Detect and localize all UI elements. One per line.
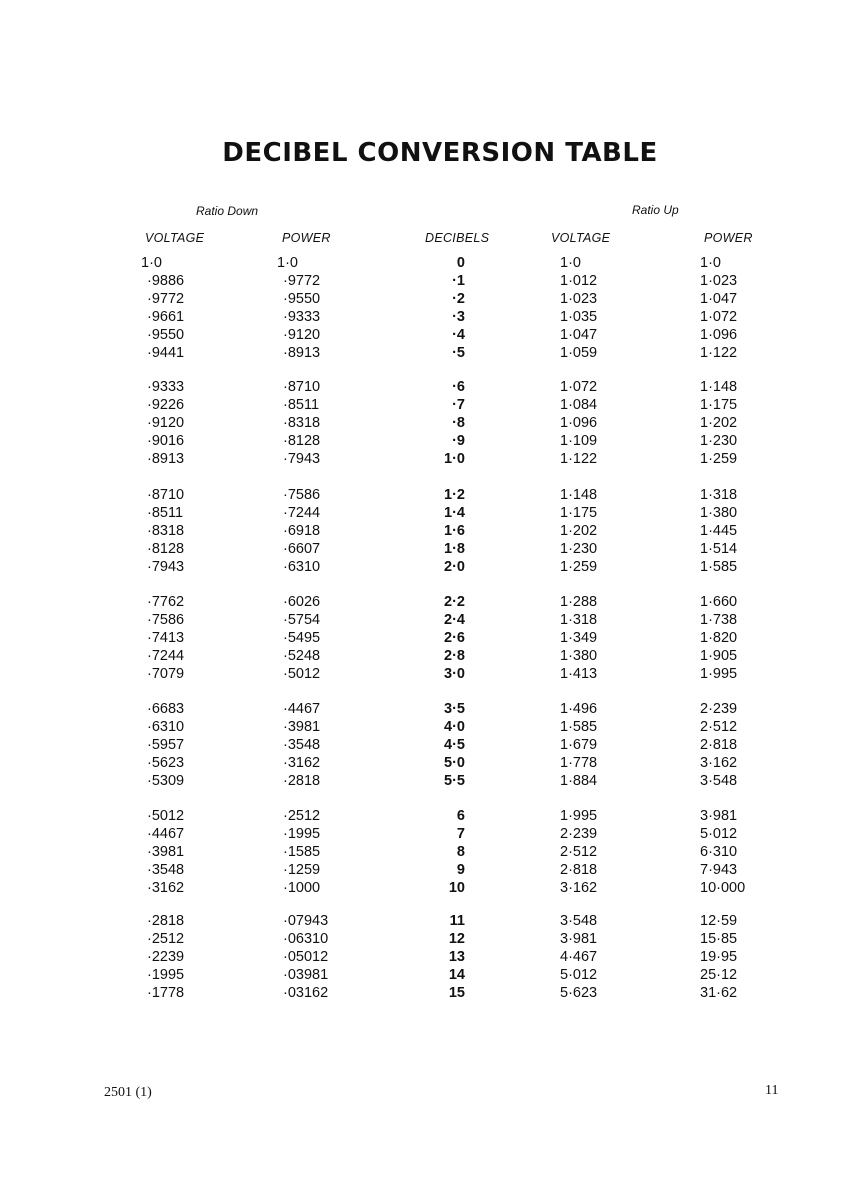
voltage-down-cell: ·9120	[147, 415, 185, 431]
power-down-cell: ·4467	[283, 701, 321, 717]
voltage-up-cell: 5·012	[560, 967, 598, 983]
voltage-down-cell: ·7244	[147, 648, 185, 664]
power-up-cell: 1·047	[700, 291, 738, 307]
voltage-up-cell: 1·096	[560, 415, 598, 431]
power-down-cell: ·8128	[283, 433, 321, 449]
voltage-down-cell: ·9333	[147, 379, 185, 395]
power-up-cell: 5·012	[700, 826, 738, 842]
header-decibels: DECIBELS	[425, 231, 490, 245]
voltage-up-cell: 2·818	[560, 862, 598, 878]
voltage-down-cell: 1·0	[141, 255, 162, 271]
power-down-cell: ·9120	[283, 327, 321, 343]
power-down-cell: ·5495	[283, 630, 321, 646]
voltage-up-cell: 1·349	[560, 630, 598, 646]
power-down-cell: ·5248	[283, 648, 321, 664]
voltage-down-cell: ·7413	[147, 630, 185, 646]
decibels-cell: ·9	[452, 433, 465, 449]
voltage-down-cell: ·8710	[147, 487, 185, 503]
voltage-down-cell: ·8511	[147, 505, 184, 521]
voltage-up-cell: 1·047	[560, 327, 598, 343]
power-up-cell: 1·023	[700, 273, 738, 289]
voltage-down-cell: ·8913	[147, 451, 185, 467]
voltage-down-cell: ·5623	[147, 755, 185, 771]
voltage-up-cell: 1·122	[560, 451, 598, 467]
power-up-cell: 1·905	[700, 648, 738, 664]
voltage-up-cell: 1·288	[560, 594, 598, 610]
power-down-cell: ·3981	[283, 719, 321, 735]
power-up-cell: 1·0	[700, 255, 721, 271]
decibels-cell: ·4	[452, 327, 465, 343]
power-up-cell: 2·239	[700, 701, 738, 717]
voltage-down-cell: ·2818	[147, 913, 185, 929]
voltage-up-cell: 1·995	[560, 808, 598, 824]
header-power-up: POWER	[704, 231, 753, 245]
voltage-down-cell: ·7762	[147, 594, 185, 610]
power-down-cell: ·6026	[283, 594, 321, 610]
voltage-down-cell: ·5957	[147, 737, 185, 753]
power-up-cell: 2·512	[700, 719, 738, 735]
decibels-cell: 6	[456, 808, 465, 824]
power-up-cell: 1·445	[700, 523, 738, 539]
decibels-cell: ·6	[452, 379, 465, 395]
voltage-up-cell: 4·467	[560, 949, 598, 965]
voltage-up-cell: 1·585	[560, 719, 598, 735]
voltage-down-cell: ·9441	[147, 345, 185, 361]
ratio-down-label: Ratio Down	[196, 204, 259, 218]
power-up-cell: 1·175	[700, 397, 738, 413]
power-up-cell: 10·000	[700, 880, 746, 896]
power-up-cell: 1·259	[700, 451, 738, 467]
power-up-cell: 1·096	[700, 327, 738, 343]
voltage-down-cell: ·3162	[147, 880, 185, 896]
power-up-cell: 1·738	[700, 612, 738, 628]
decibels-cell: 2·0	[444, 559, 465, 575]
voltage-down-cell: ·9886	[147, 273, 185, 289]
power-up-cell: 6·310	[700, 844, 738, 860]
voltage-up-cell: 2·239	[560, 826, 598, 842]
decibels-cell: 11	[449, 913, 465, 929]
power-down-cell: ·06310	[283, 931, 329, 947]
voltage-up-cell: 1·496	[560, 701, 598, 717]
decibels-cell: 12	[448, 931, 465, 947]
voltage-down-cell: ·9016	[147, 433, 185, 449]
voltage-up-cell: 2·512	[560, 844, 598, 860]
voltage-down-cell: ·8318	[147, 523, 185, 539]
voltage-up-cell: 1·072	[560, 379, 598, 395]
power-down-cell: ·1000	[283, 880, 321, 896]
decibels-cell: 4·5	[444, 737, 465, 753]
power-up-cell: 1·230	[700, 433, 738, 449]
power-up-cell: 1·072	[700, 309, 738, 325]
decibels-cell: 1·8	[444, 541, 465, 557]
decibels-cell: 1·0	[444, 451, 465, 467]
voltage-up-cell: 1·413	[560, 666, 598, 682]
power-up-cell: 25·12	[700, 967, 738, 983]
header-power-down: POWER	[282, 231, 331, 245]
decibels-cell: 0	[456, 255, 465, 271]
power-down-cell: ·8913	[283, 345, 321, 361]
power-down-cell: ·7943	[283, 451, 321, 467]
voltage-down-cell: ·7943	[147, 559, 185, 575]
power-down-cell: ·8318	[283, 415, 321, 431]
power-down-cell: ·7244	[283, 505, 321, 521]
voltage-up-cell: 3·548	[560, 913, 598, 929]
voltage-down-cell: ·9772	[147, 291, 185, 307]
voltage-up-cell: 5·623	[560, 985, 598, 1001]
decibels-cell: ·8	[452, 415, 465, 431]
power-down-cell: ·03981	[283, 967, 329, 983]
ratio-up-label: Ratio Up	[632, 203, 679, 217]
decibels-cell: 13	[448, 949, 465, 965]
voltage-down-cell: ·5309	[147, 773, 185, 789]
power-down-cell: ·9550	[283, 291, 321, 307]
voltage-down-cell: ·8128	[147, 541, 185, 557]
decibels-cell: 5·0	[444, 755, 465, 771]
voltage-down-cell: ·2512	[147, 931, 185, 947]
decibels-cell: ·2	[452, 291, 465, 307]
power-down-cell: ·2818	[283, 773, 321, 789]
power-up-cell: 1·820	[700, 630, 738, 646]
header-voltage-up: VOLTAGE	[551, 231, 611, 245]
power-down-cell: ·6918	[283, 523, 321, 539]
power-down-cell: ·3162	[283, 755, 321, 771]
power-up-cell: 12·59	[700, 913, 738, 929]
voltage-up-cell: 1·023	[560, 291, 598, 307]
power-up-cell: 1·122	[700, 345, 738, 361]
voltage-down-cell: ·3548	[147, 862, 185, 878]
decibels-cell: 2·6	[444, 630, 465, 646]
footer-code: 2501 (1)	[104, 1085, 152, 1100]
voltage-up-cell: 3·162	[560, 880, 598, 896]
power-up-cell: 15·85	[700, 931, 738, 947]
voltage-down-cell: ·4467	[147, 826, 185, 842]
power-down-cell: ·03162	[283, 985, 329, 1001]
decibels-cell: 4·0	[444, 719, 465, 735]
power-up-cell: 1·202	[700, 415, 738, 431]
voltage-up-cell: 1·259	[560, 559, 598, 575]
voltage-up-cell: 1·318	[560, 612, 598, 628]
power-up-cell: 1·585	[700, 559, 738, 575]
power-down-cell: ·2512	[283, 808, 321, 824]
power-up-cell: 31·62	[700, 985, 738, 1001]
voltage-up-cell: 1·035	[560, 309, 598, 325]
voltage-down-cell: ·1995	[147, 967, 185, 983]
voltage-down-cell: ·9661	[147, 309, 185, 325]
voltage-down-cell: ·9550	[147, 327, 185, 343]
decibels-cell: ·7	[452, 397, 465, 413]
decibels-cell: 14	[448, 967, 465, 983]
power-down-cell: 1·0	[277, 255, 298, 271]
decibels-cell: ·3	[452, 309, 465, 325]
power-down-cell: ·9772	[283, 273, 321, 289]
voltage-down-cell: ·3981	[147, 844, 185, 860]
decibels-cell: 9	[456, 862, 465, 878]
decibels-cell: 10	[448, 880, 465, 896]
voltage-up-cell: 1·679	[560, 737, 598, 753]
power-down-cell: ·9333	[283, 309, 321, 325]
decibels-cell: 7	[456, 826, 465, 842]
power-up-cell: 1·148	[700, 379, 738, 395]
power-up-cell: 3·548	[700, 773, 738, 789]
voltage-up-cell: 1·175	[560, 505, 598, 521]
power-up-cell: 3·162	[700, 755, 738, 771]
power-up-cell: 3·981	[700, 808, 738, 824]
power-down-cell: ·6607	[283, 541, 321, 557]
voltage-up-cell: 1·230	[560, 541, 598, 557]
voltage-up-cell: 3·981	[560, 931, 598, 947]
decibels-cell: 3·5	[444, 701, 465, 717]
power-up-cell: 1·318	[700, 487, 738, 503]
voltage-up-cell: 1·012	[560, 273, 598, 289]
voltage-up-cell: 1·148	[560, 487, 598, 503]
power-down-cell: ·5754	[283, 612, 321, 628]
decibels-cell: 1·2	[444, 487, 465, 503]
voltage-down-cell: ·6310	[147, 719, 185, 735]
power-down-cell: ·5012	[283, 666, 321, 682]
decibels-cell: ·1	[452, 273, 465, 289]
voltage-up-cell: 1·109	[560, 433, 598, 449]
power-down-cell: ·3548	[283, 737, 321, 753]
page-number: 11	[765, 1083, 779, 1098]
decibels-cell: 15	[448, 985, 465, 1001]
power-down-cell: ·07943	[283, 913, 329, 929]
power-down-cell: ·1995	[283, 826, 321, 842]
power-up-cell: 7·943	[700, 862, 738, 878]
voltage-down-cell: ·2239	[147, 949, 185, 965]
power-down-cell: ·1585	[283, 844, 321, 860]
decibels-cell: 2·4	[444, 612, 465, 628]
decibels-cell: 1·4	[444, 505, 465, 521]
power-up-cell: 1·514	[700, 541, 738, 557]
voltage-up-cell: 1·778	[560, 755, 598, 771]
power-down-cell: ·8511	[283, 397, 320, 413]
decibels-cell: 1·6	[444, 523, 465, 539]
power-up-cell: 1·995	[700, 666, 738, 682]
power-up-cell: 19·95	[700, 949, 738, 965]
voltage-up-cell: 1·0	[560, 255, 581, 271]
voltage-down-cell: ·9226	[147, 397, 185, 413]
power-down-cell: ·1259	[283, 862, 321, 878]
voltage-up-cell: 1·380	[560, 648, 598, 664]
power-up-cell: 1·380	[700, 505, 738, 521]
power-down-cell: ·7586	[283, 487, 321, 503]
power-down-cell: ·05012	[283, 949, 329, 965]
voltage-up-cell: 1·202	[560, 523, 598, 539]
decibels-cell: ·5	[452, 345, 465, 361]
voltage-up-cell: 1·059	[560, 345, 598, 361]
power-down-cell: ·8710	[283, 379, 321, 395]
power-up-cell: 2·818	[700, 737, 738, 753]
decibels-cell: 2·8	[444, 648, 465, 664]
decibels-cell: 2·2	[444, 594, 465, 610]
decibels-cell: 8	[456, 844, 465, 860]
page-title: DECIBEL CONVERSION TABLE	[222, 138, 658, 168]
header-voltage-down: VOLTAGE	[145, 231, 205, 245]
voltage-up-cell: 1·084	[560, 397, 598, 413]
power-up-cell: 1·660	[700, 594, 738, 610]
voltage-down-cell: ·7586	[147, 612, 185, 628]
decibels-cell: 3·0	[444, 666, 465, 682]
decibels-cell: 5·5	[444, 773, 465, 789]
power-down-cell: ·6310	[283, 559, 321, 575]
voltage-down-cell: ·6683	[147, 701, 185, 717]
voltage-down-cell: ·1778	[147, 985, 185, 1001]
voltage-up-cell: 1·884	[560, 773, 598, 789]
voltage-down-cell: ·5012	[147, 808, 185, 824]
voltage-down-cell: ·7079	[147, 666, 185, 682]
